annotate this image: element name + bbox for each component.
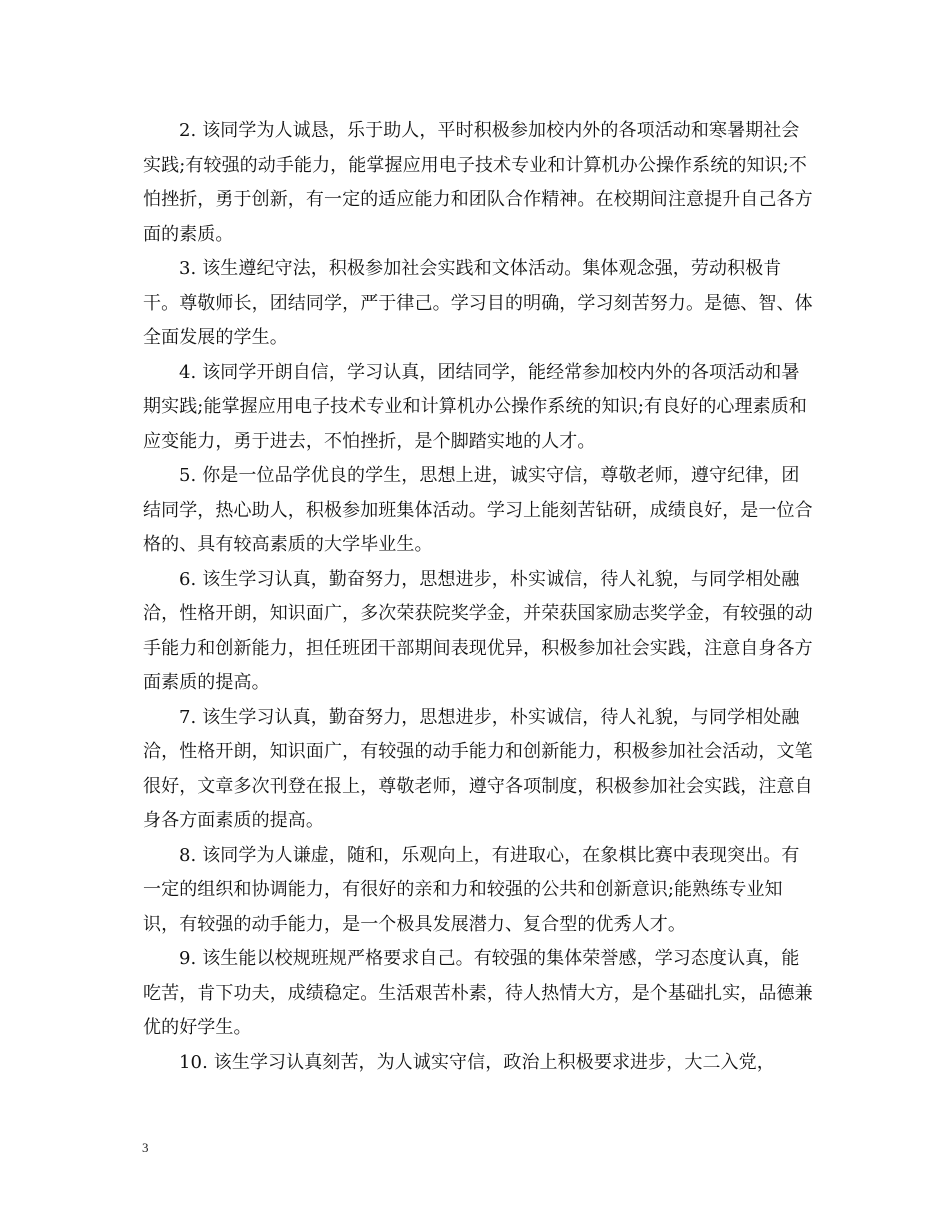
page-number: 3: [142, 1140, 149, 1155]
document-body: [143, 114, 813, 1080]
paragraph-9: 9. 该生能以校规班规严格要求自己。有较强的集体荣誉感，学习态度认真，能吃苦，肯下功夫，成绩稳定。生活艰苦朴素，待人热情大方，是个基础扎实，品德兼优的好学生。: [143, 948, 813, 1038]
paragraph-3: 3. 该生遵纪守法，积极参加社会实践和文体活动。集体观念强，劳动积极肯干。尊敬师长，团结同学，严于律己。学习目的明确，学习刻苦努力。是德、智、体全面发展的学生。: [143, 258, 813, 348]
paragraph-2: 2. 该同学为人诚恳，乐于助人，平时积极参加校内外的各项活动和寒暑期社会实践;有较强的动手能力，能掌握应用电子技术专业和计算机办公操作系统的知识;不怕挫折，勇于创新，有一定的适应能力和团队合作精神。在校期间注意提升自己各方面的素质。: [143, 120, 813, 245]
paragraph-8: 8. 该同学为人谦虚，随和，乐观向上，有进取心，在象棋比赛中表现突出。有一定的组织和协调能力，有很好的亲和力和较强的公共和创新意识;能熟练专业知识，有较强的动手能力，是一个极具发展潜力、复合型的优秀人才。: [143, 844, 800, 935]
paragraph-4: 4. 该同学开朗自信，学习认真，团结同学，能经常参加校内外的各项活动和暑期实践;能掌握应用电子技术专业和计算机办公操作系统的知识;有良好的心理素质和应变能力，勇于进去，不怕挫折，是个脚踏实地的人才。: [143, 361, 807, 452]
paragraph-7: 7. 该生学习认真，勤奋努力，思想进步，朴实诚信，待人礼貌，与同学相处融洽，性格开朗，知识面广，有较强的动手能力和创新能力，积极参加社会活动，文笔很好，文章多次刊登在报上，尊敬老师，遵守各项制度，积极参加社会实践，注意自身各方面素质的提高。: [143, 706, 813, 831]
paragraph-6: 6. 该生学习认真，勤奋努力，思想进步，朴实诚信，待人礼貌，与同学相处融洽，性格开朗，知识面广，多次荣获院奖学金，并荣获国家励志奖学金，有较强的动手能力和创新能力，担任班团干部期间表现优异，积极参加社会实践，注意自身各方面素质的提高。: [143, 568, 813, 693]
paragraph-10: 10. 该生学习认真刻苦，为人诚实守信，政治上积极要求进步，大二入党，: [179, 1051, 775, 1073]
paragraph-5: 5. 你是一位品学优良的学生，思想上进，诚实守信，尊敬老师，遵守纪律，团结同学，热心助人，积极参加班集体活动。学习上能刻苦钻研，成绩良好，是一位合格的、具有较高素质的大学毕业生。: [143, 465, 813, 555]
